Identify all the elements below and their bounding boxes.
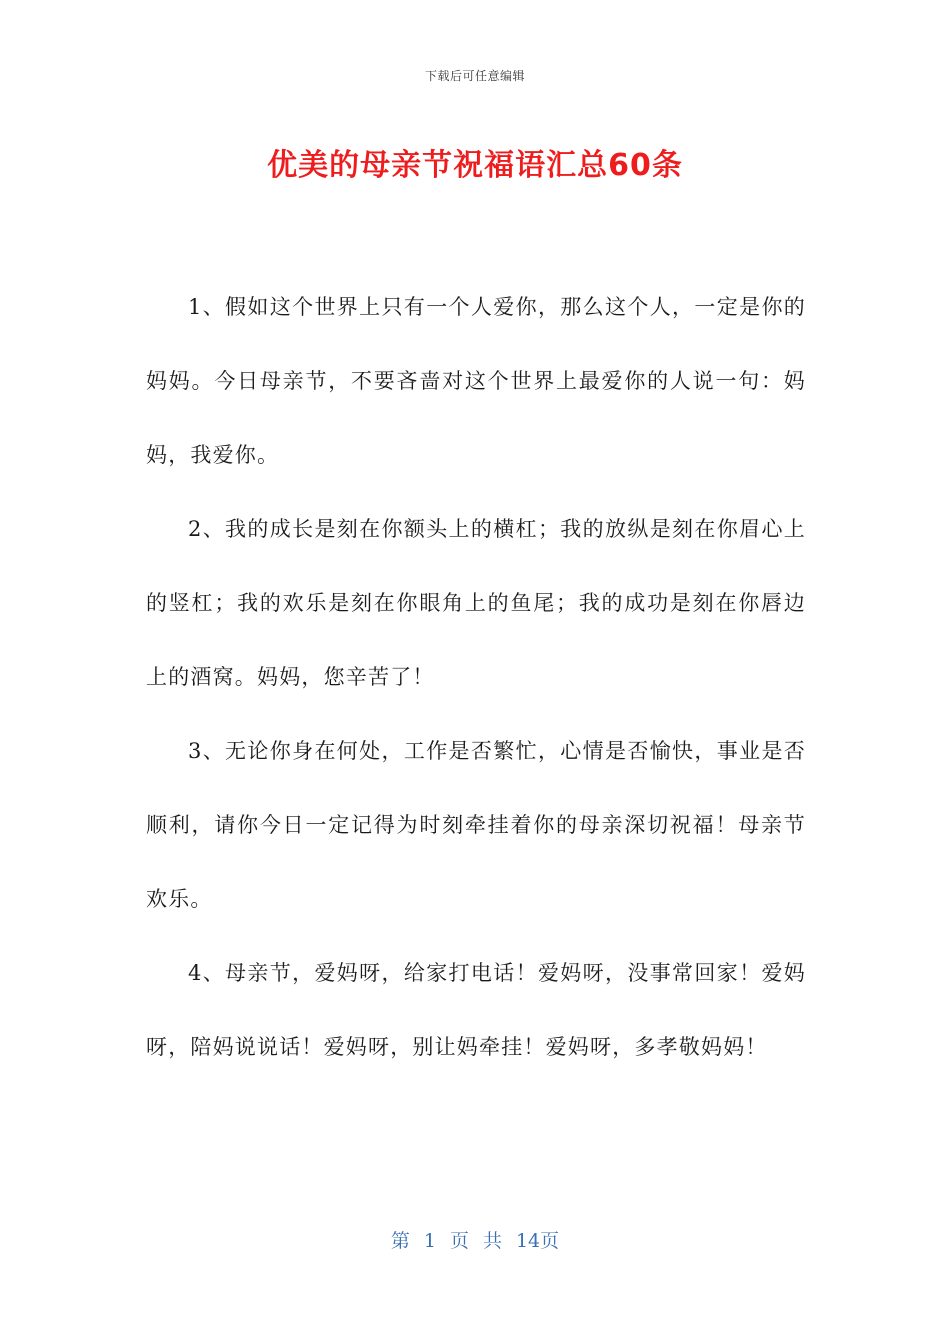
footer-total-pages: 14页	[515, 1230, 560, 1252]
page-footer	[0, 1226, 950, 1253]
document-body	[146, 270, 806, 1084]
footer-label-gong: 共	[482, 1230, 502, 1252]
header-note: 下载后可任意编辑	[424, 69, 525, 83]
footer-label-di: 第	[390, 1230, 410, 1252]
paragraph-2: 2、我的成长是刻在你额头上的横杠；我的放纵是刻在你眉心上的竖杠；我的欢乐是刻在你眼角上的鱼尾；我的成功是刻在你唇边上的酒窝。妈妈，您辛苦了！	[146, 517, 806, 689]
paragraph-4: 4、母亲节，爱妈呀，给家打电话！爱妈呀，没事常回家！爱妈呀，陪妈说说话！爱妈呀，别让妈牵挂！爱妈呀，多孝敬妈妈！	[146, 961, 806, 1059]
paragraph-1: 1、假如这个世界上只有一个人爱你，那么这个人，一定是你的妈妈。今日母亲节，不要吝啬对这个世界上最爱你的人说一句：妈妈，我爱你。	[146, 295, 806, 467]
footer-label-ye: 页	[449, 1230, 469, 1252]
footer-current-page: 1	[423, 1230, 436, 1252]
page-title: 优美的母亲节祝福语汇总60条	[267, 148, 683, 183]
paragraph-3: 3、无论你身在何处，工作是否繁忙，心情是否愉快，事业是否顺利，请你今日一定记得为时刻牵挂着你的母亲深切祝福！母亲节欢乐。	[146, 739, 806, 911]
